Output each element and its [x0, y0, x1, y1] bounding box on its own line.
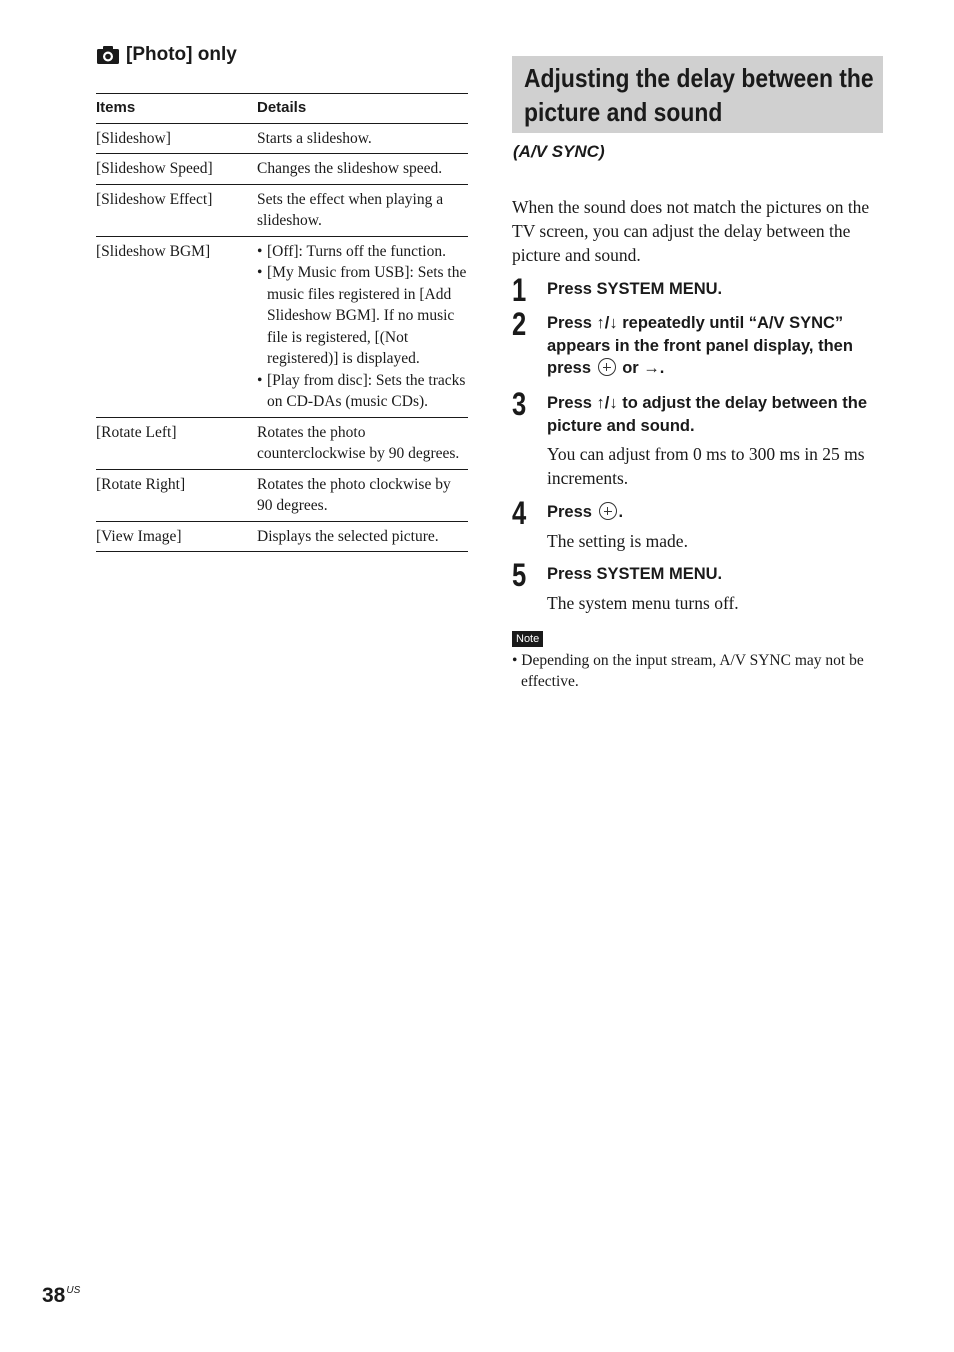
note-label: Note: [512, 631, 543, 647]
item-cell: [Slideshow Effect]: [96, 184, 257, 236]
list-item: • [Play from disc]: Sets the tracks on CD-DAs (music CDs).: [257, 370, 468, 413]
detail-cell: Sets the effect when playing a slideshow.: [257, 184, 468, 236]
up-down-arrow-icon: ↑/↓: [596, 394, 618, 412]
step-number: 4: [512, 495, 527, 531]
item-cell: [View Image]: [96, 521, 257, 552]
step-result: The system menu turns off.: [547, 592, 739, 613]
step-instruction: Press SYSTEM MENU.: [547, 565, 723, 583]
step-2: [512, 306, 884, 380]
step-result: You can adjust from 0 ms to 300 ms in 25 ms increments.: [547, 444, 865, 488]
bgm-options-list: [257, 241, 468, 413]
step-5: [512, 557, 884, 615]
list-item: • [My Music from USB]: Sets the music files registered in [Add Slideshow BGM]. If no music file is registered, [(Not registered)] is displayed.: [257, 262, 468, 370]
section-subtitle: (A/V SYNC): [513, 142, 605, 161]
up-down-arrow-icon: ↑/↓: [596, 314, 618, 332]
table-row: [96, 521, 468, 552]
table-row: [96, 184, 468, 236]
table-row: [96, 154, 468, 185]
step-number: 1: [512, 272, 527, 308]
photo-options-table: [96, 93, 468, 552]
photo-section-heading: [96, 44, 476, 66]
step-result: The setting is made.: [547, 530, 688, 551]
detail-cell: Rotates the photo clockwise by 90 degrees.: [257, 469, 468, 521]
detail-cell: Rotates the photo counterclockwise by 90 degrees.: [257, 417, 468, 469]
step-1: [512, 272, 884, 308]
photo-heading-text: [Photo] only: [126, 44, 237, 65]
table-row: [96, 469, 468, 521]
step-instruction: Press .: [547, 503, 624, 521]
column-header-items: Items: [96, 94, 257, 124]
camera-icon: [96, 45, 120, 65]
intro-paragraph: When the sound does not match the pictures on the TV screen, you can adjust the delay between the picture and sound.: [512, 197, 870, 265]
item-cell: [Slideshow Speed]: [96, 154, 257, 185]
step-3: [512, 386, 884, 490]
enter-button-icon: [599, 502, 617, 520]
note-text: • Depending on the input stream, A/V SYNC may not be effective.: [512, 652, 864, 690]
section-title-box: [512, 56, 883, 133]
step-instruction: Press SYSTEM MENU.: [547, 280, 723, 298]
item-cell: [Rotate Left]: [96, 417, 257, 469]
item-cell: [Rotate Right]: [96, 469, 257, 521]
step-instruction: Press ↑/↓ repeatedly until “A/V SYNC” appears in the front panel display, then press or →.: [547, 314, 853, 377]
section-title: Adjusting the delay between the picture and sound: [524, 63, 874, 127]
right-arrow-icon: →: [643, 359, 660, 377]
table-row: [96, 236, 468, 417]
item-cell: [Slideshow]: [96, 123, 257, 154]
enter-button-icon: [598, 358, 616, 376]
column-header-details: Details: [257, 94, 468, 124]
detail-cell: [257, 236, 468, 417]
detail-cell: Displays the selected picture.: [257, 521, 468, 552]
detail-cell: Changes the slideshow speed.: [257, 154, 468, 185]
detail-cell: Starts a slideshow.: [257, 123, 468, 154]
item-cell: [Slideshow BGM]: [96, 236, 257, 417]
step-number: 5: [512, 557, 527, 593]
table-header-row: [96, 94, 468, 124]
page-suffix: US: [66, 1285, 81, 1296]
table-row: [96, 417, 468, 469]
step-4: [512, 495, 884, 553]
table-row: [96, 123, 468, 154]
page-number: $38^{US}$: [42, 1284, 81, 1307]
step-instruction: Press ↑/↓ to adjust the delay between the picture and sound.: [547, 394, 868, 435]
list-item: • [Off]: Turns off the function.: [257, 241, 468, 263]
step-number: 2: [512, 306, 527, 342]
step-number: 3: [512, 386, 527, 422]
